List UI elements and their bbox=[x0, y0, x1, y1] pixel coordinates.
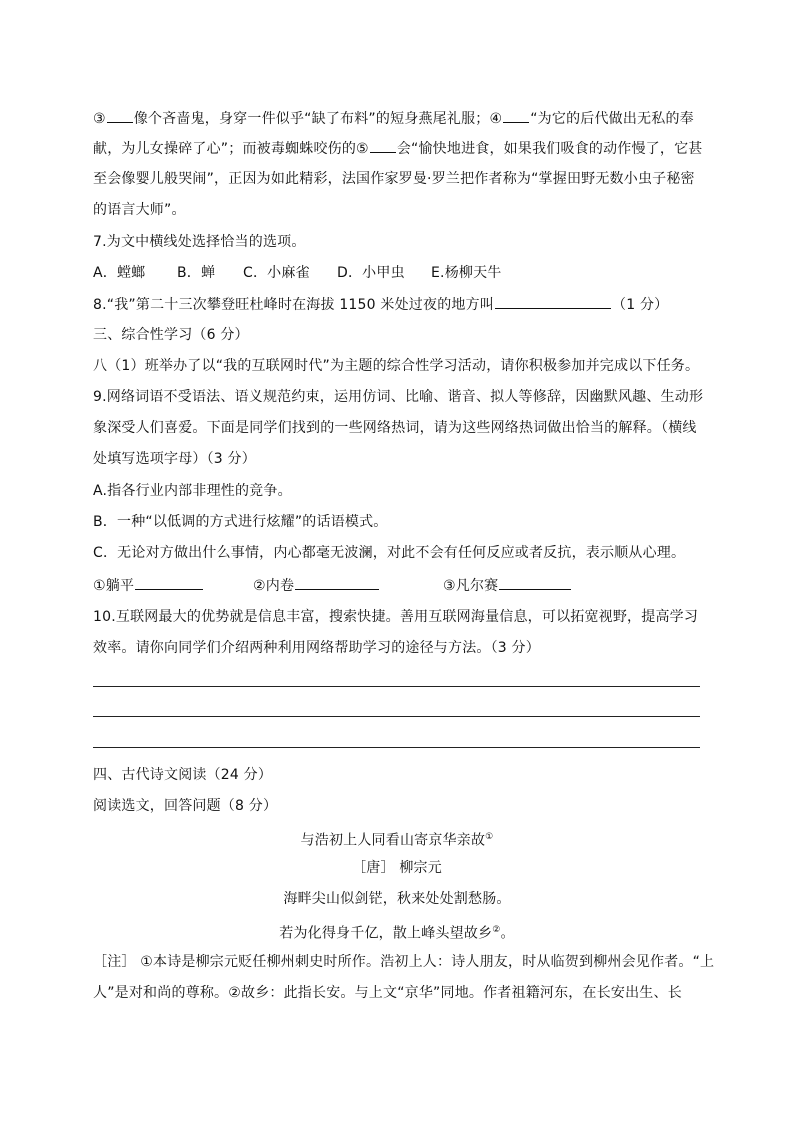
passage-line-1 bbox=[93, 108, 705, 129]
passage-text: 像个吝啬鬼，身穿一件似乎“缺了布料”的短身燕尾礼服；④ bbox=[133, 111, 503, 127]
option-e: E.杨柳天牛 bbox=[431, 265, 502, 281]
poem-line-2 bbox=[0, 920, 794, 944]
answer-blank[interactable] bbox=[135, 575, 203, 590]
answer-line[interactable] bbox=[93, 747, 700, 748]
answer-blank[interactable] bbox=[495, 294, 611, 309]
poem-author: ［唐］ 柳宗元 bbox=[352, 860, 442, 876]
answer-line[interactable] bbox=[93, 716, 700, 717]
question-7-options bbox=[93, 263, 705, 283]
passage-text: 献，为儿女操碎了心”；而被毒蜘蛛咬伤的⑤ bbox=[93, 141, 369, 157]
option-c: C．小麻雀 bbox=[243, 265, 310, 281]
question-9-words bbox=[93, 575, 705, 596]
option-d: D．小甲虫 bbox=[337, 265, 405, 281]
section-4-heading: 四、古代诗文阅读（24 分） bbox=[93, 767, 273, 783]
word-label: ③凡尔赛 bbox=[443, 578, 499, 594]
activity-intro: 八（1）班举办了以“我的互联网时代”为主题的综合性学习活动，请你积极参加并完成以下任务。 bbox=[93, 358, 700, 374]
poem-title-text: 与浩初上人同看山寄京华亲故 bbox=[300, 832, 486, 849]
question-9-line-2: 象深受人们喜爱。下面是同学们找到的一些网络热词，请为这些网络热词做出恰当的解释。（横线 bbox=[93, 420, 697, 436]
answer-blank[interactable] bbox=[499, 575, 571, 590]
section-4-subheading: 阅读选文，回答问题（8 分） bbox=[93, 798, 278, 814]
word-label: ①躺平 bbox=[93, 578, 135, 594]
blank-3[interactable] bbox=[107, 108, 133, 123]
question-8-text: 8.“我”第二十三次攀登旺杜峰时在海拔 1150 米处过夜的地方叫 bbox=[93, 297, 494, 313]
word-item bbox=[253, 575, 443, 596]
footnote-marker: ② bbox=[492, 925, 501, 935]
question-9-option-a: A.指各行业内部非理性的竞争。 bbox=[93, 483, 292, 499]
passage-text: 会“愉快地进食，如果我们吸食的动作慢了，它甚 bbox=[396, 141, 703, 157]
answer-line[interactable] bbox=[93, 686, 700, 687]
word-item bbox=[93, 575, 253, 596]
option-b: B．蝉 bbox=[177, 265, 216, 281]
passage-line-3: 至会像婴儿般哭闹”，正因为如此精彩，法国作家罗曼·罗兰把作者称为“掌握田野无数小虫子秘密 bbox=[93, 171, 695, 187]
note-line-1: ［注］ ①本诗是柳宗元贬任柳州刺史时所作。浩初上人：诗人朋友，时从临贺到柳州会见作者。“上 bbox=[93, 954, 715, 970]
passage-line-4: 的语言大师”。 bbox=[93, 202, 186, 218]
word-item bbox=[443, 575, 572, 596]
option-a: A．螳螂 bbox=[93, 265, 146, 281]
question-10-line-2: 效率。请你向同学们介绍两种利用网络帮助学习的途径与方法。（3 分） bbox=[93, 640, 540, 656]
question-9-line-3: 处填写选项字母）（3 分） bbox=[93, 451, 256, 467]
question-8 bbox=[93, 294, 705, 315]
section-3-heading: 三、综合性学习（6 分） bbox=[93, 327, 249, 343]
poem-title bbox=[0, 827, 794, 851]
question-9-line-1: 9.网络词语不受语法、语义规范约束，运用仿词、比喻、谐音、拟人等修辞，因幽默风趣、生动形 bbox=[93, 389, 704, 405]
answer-blank[interactable] bbox=[295, 575, 379, 590]
footnote-marker: ① bbox=[485, 832, 494, 842]
score-label: （1 分） bbox=[612, 297, 669, 313]
marker-3: ③ bbox=[93, 111, 106, 127]
poem-line-2-text: 若为化得身千亿，散上峰头望故乡 bbox=[279, 925, 493, 942]
blank-5[interactable] bbox=[370, 138, 396, 153]
poem-line-2-end: 。 bbox=[500, 925, 515, 942]
blank-4[interactable] bbox=[503, 108, 529, 123]
question-9-option-c: C．无论对方做出什么事情，内心都毫无波澜，对此不会有任何反应或者反抗，表示顺从心理。 bbox=[93, 545, 686, 561]
passage-line-2 bbox=[93, 138, 705, 159]
note-line-2: 人”是对和尚的尊称。②故乡：此指长安。与上文“京华”同地。作者祖籍河东，在长安出生、长 bbox=[93, 985, 682, 1001]
word-label: ②内卷 bbox=[253, 578, 295, 594]
poem-line-1: 海畔尖山似剑铓，秋来处处割愁肠。 bbox=[283, 891, 511, 907]
passage-text: “为它的后代做出无私的奉 bbox=[530, 111, 694, 127]
question-10-line-1: 10.互联网最大的优势就是信息丰富，搜索快捷。善用互联网海量信息，可以拓宽视野，提高学习 bbox=[93, 609, 699, 625]
question-7: 7.为文中横线处选择恰当的选项。 bbox=[93, 234, 306, 250]
question-9-option-b: B．一种“以低调的方式进行炫耀”的话语模式。 bbox=[93, 514, 388, 530]
